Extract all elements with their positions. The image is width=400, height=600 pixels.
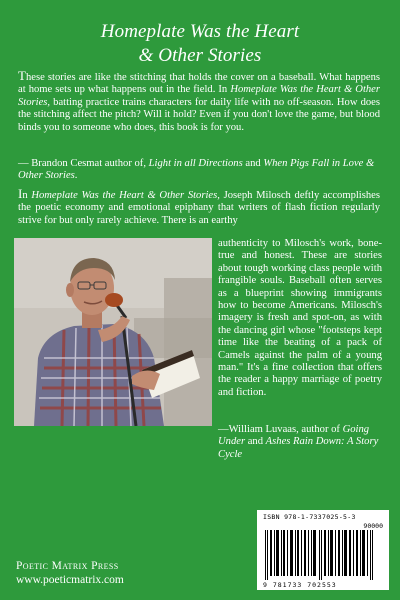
publisher-url[interactable]: www.poeticmatrix.com: [16, 574, 124, 586]
work-title: When Pigs Fall in Love & Other Stories: [18, 158, 375, 182]
book-title-inline: Homeplate Was the Heart & Other Stories,: [18, 84, 381, 108]
blurb-text: Joseph Milosch deftly accomplishes the poetic economy and emotional epiphany that writers of flash fiction regularly strive for but only rarely achieve. There is an earthy: [18, 190, 380, 226]
title-line-2: & Other Stories: [138, 45, 262, 66]
attribution-luvaas: [218, 424, 382, 461]
attribution-author: — Brandon Cesmat author of,: [18, 158, 149, 169]
barcode-digits: 9 781733 702553: [263, 581, 337, 589]
work-title: Ashes Rain Down: A Story Cycle: [218, 436, 379, 460]
blurb-text: n: [22, 190, 32, 201]
drop-cap: T: [18, 68, 26, 83]
blurb-luvaas-continued: authenticity to Milosch's work, bone-true and honest. These are stories about tough working class people with frangible souls. Baseball often serves as a blueprint showing immigrants how to become Americans. Milosch's imagery is fresh and spot-on, as with the dancing girl whose "footsteps kept time like the beating of a pack of Camels against the palm of a young man." It's a fine collection that offers the reader a happy marriage of poetry and fiction.: [218, 238, 382, 398]
price-code: 90000: [363, 522, 383, 530]
attribution-and: and: [242, 158, 264, 169]
barcode-bars: [263, 530, 383, 580]
book-title-inline: Homeplate Was the Heart & Other Stories,: [31, 190, 220, 201]
attribution-author: —William Luvaas, author of: [218, 424, 343, 435]
work-title: Light in all Directions: [148, 158, 243, 169]
drop-cap: I: [18, 186, 23, 201]
isbn-barcode: [257, 510, 389, 590]
publisher-name: Poetic Matrix Press: [16, 560, 119, 572]
attribution-and: and: [245, 436, 266, 448]
author-photo-illustration: [14, 238, 212, 426]
blurb-luvaas: [18, 188, 380, 227]
attribution-cesmat: [18, 158, 380, 183]
author-photo: [14, 238, 212, 426]
attribution-period: .: [74, 170, 78, 182]
book-title: [0, 20, 400, 68]
isbn-number: ISBN 978-1-7337025-5-3: [263, 513, 356, 521]
work-title: Going Under: [218, 424, 370, 448]
title-line-1: Homeplate Was the Heart: [100, 21, 300, 42]
blurb-text: hese stories are like the stitching that holds the cover on a baseball. What happens at home sets up what happens out in the field. In: [18, 72, 380, 96]
blurb-text: batting practice trains characters for daily life with no off-season. How does the stitching affect the pitch? Will it hold? Even if you don't love the game, but blood binds you to someone who does, this book is for you.: [18, 96, 380, 133]
blurb-cesmat: [18, 70, 380, 134]
